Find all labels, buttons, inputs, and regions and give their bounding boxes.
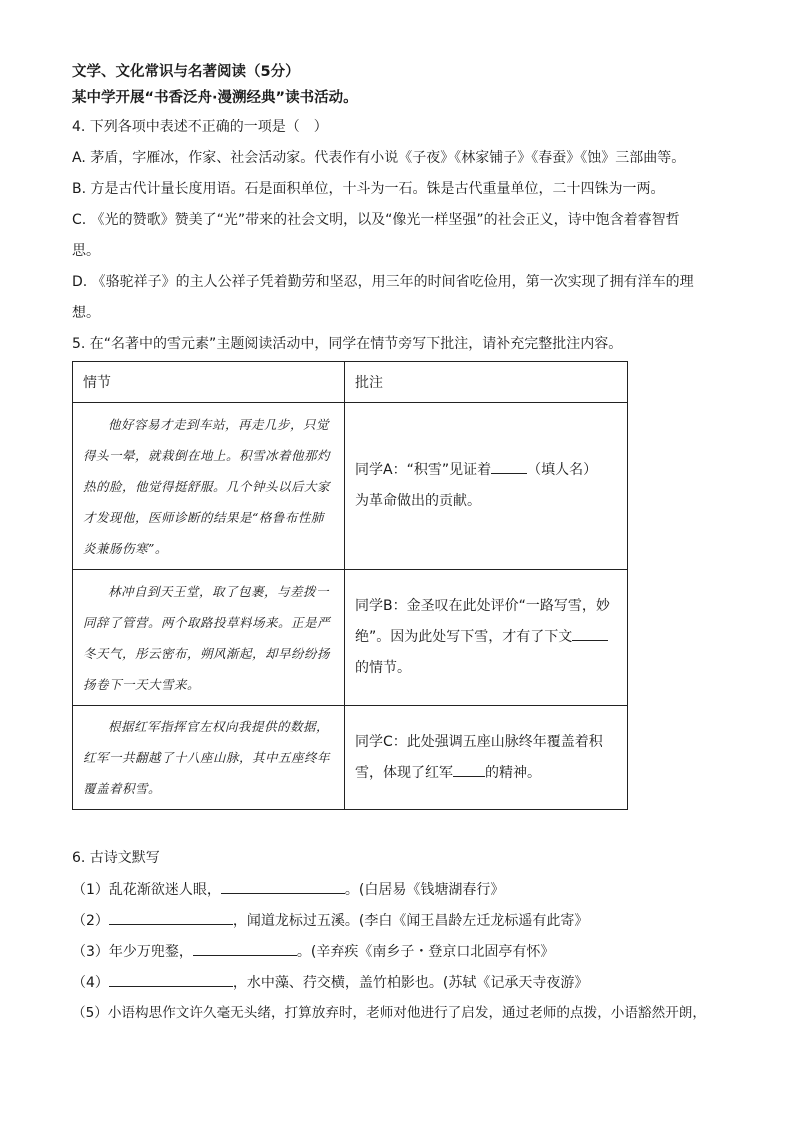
table-row [73,706,628,810]
q5-stem: 5. 在“名著中的雪元素”主题阅读活动中，同学在情节旁写下批注，请补充完整批注内容。 [72,336,623,352]
poem-line-5: （5）小语构思作文许久毫无头绪，打算放弃时，老师对他进行了启发，通过老师的点拨，小语豁然开朗， [72,1005,706,1021]
q4-option-a: A. 茅盾，字雁冰，作家、社会活动家。代表作有小说《子夜》《林家铺子》《春蚕》《蚀》三部曲等。 [72,150,686,166]
answer-blank[interactable] [109,972,233,987]
poem-line-3: （3）年少万兜鍪， 。(辛弃疾《南乡子・登京口北固亭有怀》 [72,941,554,962]
answer-blank[interactable] [572,626,608,641]
poem-line-1: （1）乱花渐欲迷人眼， 。(白居易《钱塘湖春行》 [72,879,504,900]
plot-excerpt: 根据红军指挥官左权向我提供的数据，红军一共翻越了十八座山脉，其中五座终年覆盖着积雪。 [73,706,345,810]
poem-line-4: （4） ，水中藻、荇交横，盖竹柏影也。(苏轼《记承天寺夜游》 [72,972,588,993]
section-title: 文学、文化常识与名著阅读（5分） [72,64,300,80]
activity-title: 某中学开展“书香泛舟·漫溯经典”读书活动。 [72,90,358,106]
answer-blank[interactable] [491,459,527,474]
note-cell: 同学B：金圣叹在此处评价“一路写雪，妙 绝”。因为此处写下雪，才有了下文 的情节。 [345,570,628,706]
q4-option-b: B. 方是古代计量长度用语。石是面积单位，十斗为一石。铢是古代重量单位，二十四铢为一两。 [72,181,665,197]
answer-blank[interactable] [453,762,485,777]
answer-blank[interactable] [193,941,297,956]
poem-line-2: （2） ，闻道龙标过五溪。(李白《闻王昌龄左迁龙标遥有此寄》 [72,910,588,931]
annotation-table [72,361,628,810]
plot-excerpt: 林冲自到天王堂，取了包裹，与差拨一同辞了管营。两个取路投草料场来。正是严冬天气，彤云密布，朔风渐起，却早纷纷扬扬卷下一天大雪来。 [73,570,345,706]
note-cell: 同学A：“积雪”见证着 （填人名） 为革命做出的贡献。 [345,403,628,570]
plot-excerpt: 他好容易才走到车站，再走几步，只觉得头一晕，就栽倒在地上。积雪冰着他那灼热的脸，他觉得挺舒服。几个钟头以后大家才发现他，医师诊断的结果是“格鲁布性肺炎兼肠伤寒”。 [73,403,345,570]
q4-option-d-cont: 想。 [72,305,100,321]
q6-stem: 6. 古诗文默写 [72,850,160,866]
answer-blank[interactable] [109,910,233,925]
table-row [73,570,628,706]
answer-blank[interactable] [221,879,345,894]
header-note: 批注 [345,362,628,403]
q4-option-d: D. 《骆驼祥子》的主人公祥子凭着勤劳和坚忍，用三年的时间省吃俭用，第一次实现了拥有洋车的理 [72,274,694,290]
q4-stem: 4. 下列各项中表述不正确的一项是（ ） [72,119,328,135]
header-plot: 情节 [73,362,345,403]
table-row [73,403,628,570]
table-header-row [73,362,628,403]
q4-option-c: C. 《光的赞歌》赞美了“光”带来的社会文明，以及“像光一样坚强”的社会正义，诗中饱含着睿智哲 [72,212,680,228]
note-cell: 同学C：此处强调五座山脉终年覆盖着积 雪，体现了红军 的精神。 [345,706,628,810]
q4-option-c-cont: 思。 [72,243,100,259]
